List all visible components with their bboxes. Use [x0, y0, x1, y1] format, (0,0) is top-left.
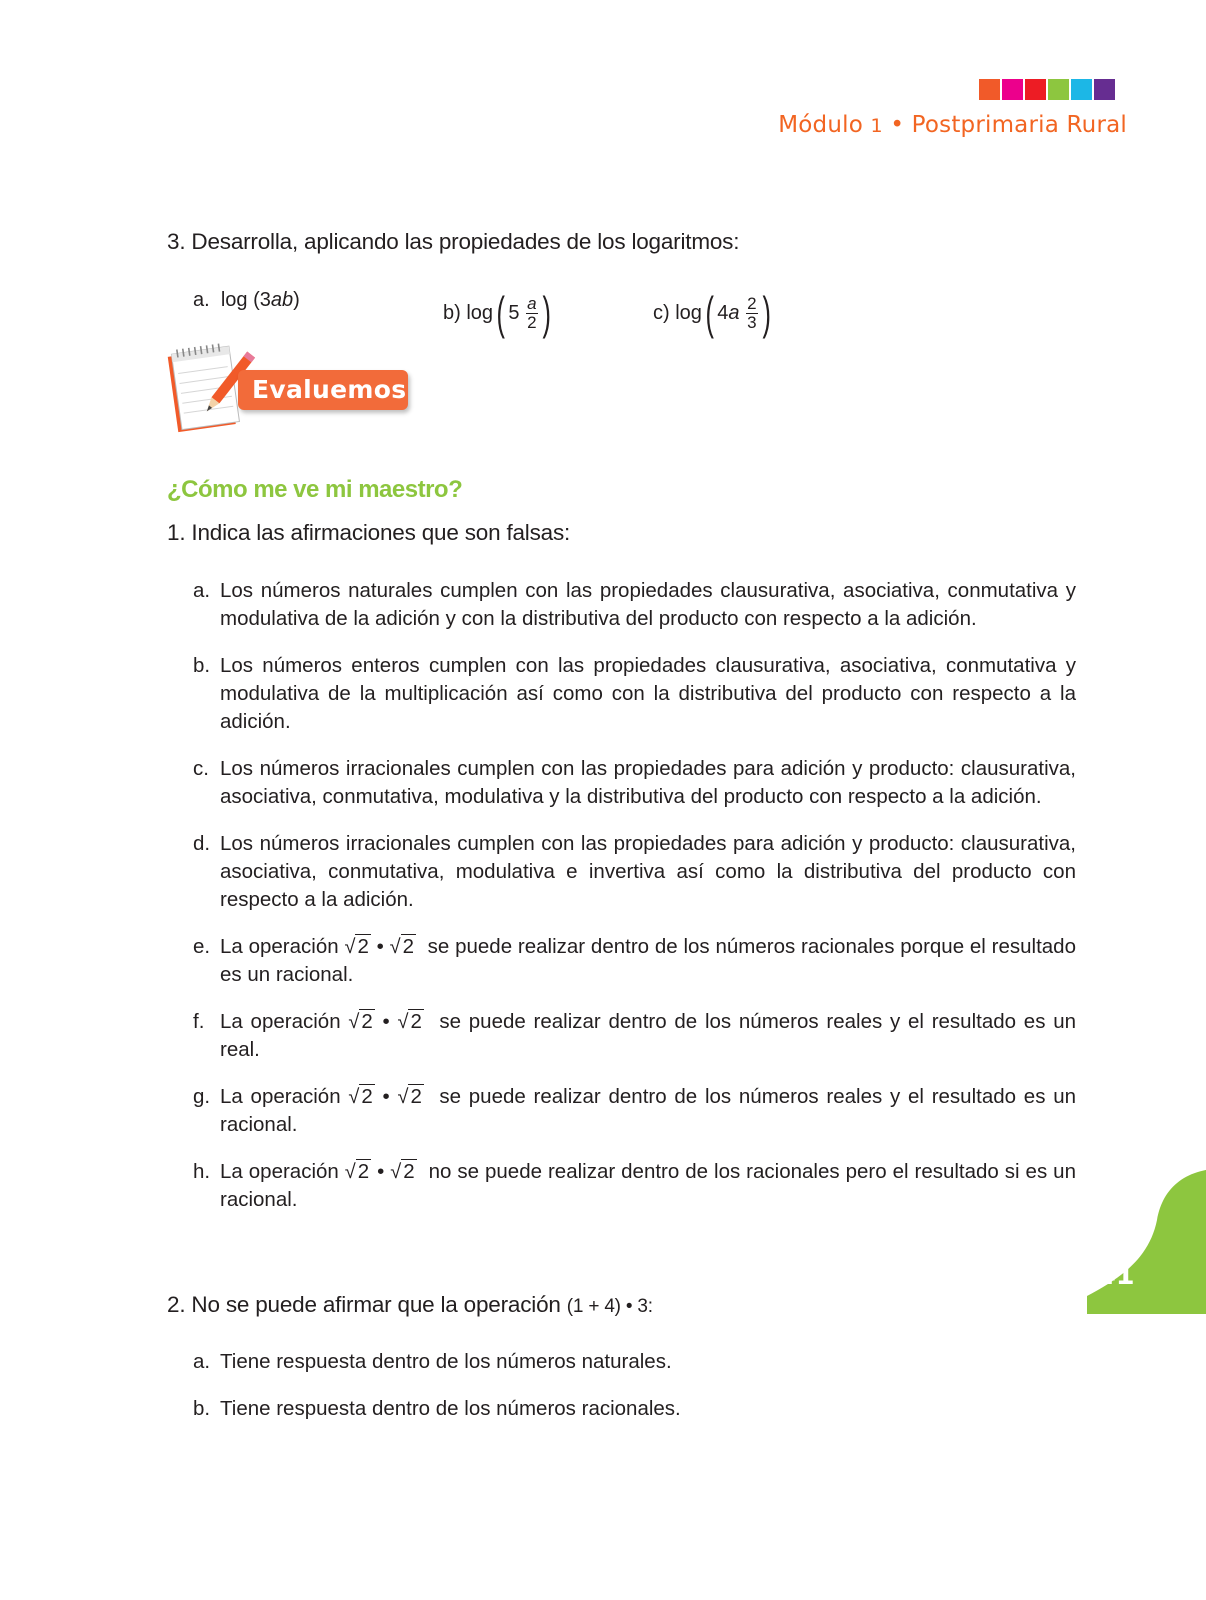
log-item-b — [443, 287, 554, 339]
fraction — [526, 295, 537, 332]
list-item — [193, 1158, 1076, 1214]
program-name: Postprimaria Rural — [911, 112, 1127, 138]
evaluemos-badge — [165, 342, 425, 438]
sqrt-expression — [390, 933, 416, 961]
page-tab-shape — [1087, 1168, 1206, 1314]
log-item-c-coef: 4 — [717, 301, 729, 324]
log-item-b-label: b) — [443, 301, 461, 324]
radical-sign: √ — [344, 1161, 356, 1183]
fraction-numerator: a — [527, 293, 537, 313]
radicand: 2 — [410, 1010, 422, 1033]
log-item-b-log: log — [466, 301, 494, 324]
item-pre-text: La operación — [220, 1010, 341, 1033]
fraction-denominator: 2 — [527, 312, 537, 332]
color-square-purple — [1094, 79, 1115, 100]
exercise-3-prompt: 3. Desarrolla, aplicando las propiedades de los logaritmos: — [167, 229, 740, 254]
radical-sign: √ — [389, 936, 401, 958]
log-item-c-log: log — [675, 301, 702, 324]
sqrt-expression — [397, 1008, 423, 1036]
fraction-denominator: 3 — [747, 312, 757, 332]
question-2-text: 2. No se puede afirmar que la operación — [167, 1292, 561, 1317]
running-header — [778, 112, 1127, 138]
log-item-b-coef: 5 — [508, 301, 520, 324]
list-item — [193, 652, 1076, 736]
item-letter: d. — [193, 832, 211, 855]
item-letter: g. — [193, 1085, 211, 1108]
item-text: Los números naturales cumplen con las propiedades clausurativa, asociativa, conmutativa y modulativa de la adición y con la distributiva del producto con respecto a la adición. — [220, 579, 1076, 630]
radical-sign: √ — [397, 1086, 409, 1108]
color-square-red — [1025, 79, 1046, 100]
sqrt-expression — [397, 1083, 423, 1111]
section-title: ¿Cómo me ve mi maestro? — [167, 476, 463, 503]
module-number: 1 — [870, 115, 883, 137]
sqrt-expression — [345, 1158, 371, 1186]
item-post-text: se puede realizar dentro de los números reales y el resultado es un real. — [220, 1010, 1076, 1061]
sqrt-expression — [390, 1158, 416, 1186]
question-1-prompt: 1. Indica las afirmaciones que son falsas: — [167, 520, 571, 545]
radicand: 2 — [403, 1160, 415, 1183]
sqrt-expression — [344, 933, 370, 961]
question-2-operation: (1 + 4) • 3: — [566, 1296, 653, 1317]
left-paren: ( — [705, 287, 714, 339]
header-bullet: • — [890, 112, 905, 138]
right-paren: ) — [541, 287, 551, 339]
item-letter: e. — [193, 935, 211, 958]
question-2-prompt — [167, 1292, 653, 1318]
list-item — [193, 1395, 1076, 1423]
radicand: 2 — [410, 1085, 422, 1108]
radicand: 2 — [402, 935, 415, 958]
multiplication-dot: • — [376, 935, 384, 958]
radical-sign: √ — [348, 1011, 360, 1033]
radical-sign: √ — [344, 936, 356, 958]
list-item — [193, 577, 1076, 633]
item-text: Los números irracionales cumplen con las propiedades para adición y producto: clausurativa, asociativa, conmutativa, modulativa y la distributiva del producto con respecto a la adición. — [220, 757, 1076, 808]
log-item-a-label: a. — [193, 289, 210, 311]
log-item-c-label: c) — [653, 301, 670, 324]
evaluemos-banner: Evaluemos — [238, 370, 408, 410]
log-exercises — [0, 287, 1206, 347]
color-square-cyan — [1071, 79, 1092, 100]
list-item — [193, 755, 1076, 811]
log-item-a-log: log — [220, 289, 248, 311]
fraction — [746, 295, 757, 332]
item-letter: h. — [193, 1160, 211, 1183]
list-item — [193, 933, 1076, 989]
radicand: 2 — [361, 1085, 373, 1108]
item-text — [220, 1158, 1076, 1214]
radical-sign: √ — [397, 1011, 409, 1033]
item-text — [220, 1083, 1076, 1139]
item-post-text: se puede realizar dentro de los números racionales porque el resultado es un racional. — [220, 935, 1076, 986]
right-paren: ) — [761, 287, 771, 339]
list-item — [193, 1083, 1076, 1139]
multiplication-dot: • — [382, 1085, 390, 1108]
item-letter: b. — [193, 1397, 211, 1420]
log-item-c — [653, 287, 774, 339]
radicand: 2 — [357, 1160, 370, 1183]
item-text: Tiene respuesta dentro de los números racionales. — [220, 1397, 681, 1420]
left-paren: ( — [496, 287, 505, 339]
sqrt-expression — [348, 1008, 374, 1036]
item-letter: a. — [193, 1350, 211, 1373]
item-text — [220, 1008, 1076, 1064]
radicand: 2 — [361, 1010, 373, 1033]
radical-sign: √ — [390, 1161, 402, 1183]
item-letter: b. — [193, 654, 211, 677]
log-item-a-arg-prefix: (3 — [253, 289, 271, 311]
item-text — [220, 933, 1076, 989]
question-1-items — [193, 577, 1076, 1233]
question-2-items — [193, 1348, 1076, 1442]
list-item — [193, 1348, 1076, 1376]
module-word: Módulo — [778, 112, 863, 138]
sqrt-expression — [348, 1083, 374, 1111]
item-text: Los números irracionales cumplen con las propiedades para adición y producto: clausurativa, asociativa, conmutativa, modulativa e invertiva así como la distributiva del producto con respecto a la adición. — [220, 832, 1076, 911]
color-square-green — [1048, 79, 1069, 100]
list-item — [193, 830, 1076, 914]
item-letter: f. — [193, 1010, 205, 1033]
item-post-text: no se puede realizar dentro de los racionales pero el resultado si es un racional. — [220, 1160, 1076, 1211]
log-item-a — [193, 289, 300, 312]
multiplication-dot: • — [382, 1010, 390, 1033]
log-item-c-var: a — [728, 301, 740, 324]
item-text: Tiene respuesta dentro de los números naturales. — [220, 1350, 672, 1373]
multiplication-dot: • — [377, 1160, 385, 1183]
fraction-numerator: 2 — [747, 293, 757, 313]
item-letter: a. — [193, 579, 211, 602]
item-pre-text: La operación — [220, 1160, 339, 1183]
radicand: 2 — [357, 935, 369, 958]
log-item-a-arg-suffix: ) — [293, 289, 300, 311]
item-pre-text: La operación — [220, 935, 339, 958]
color-squares — [979, 79, 1115, 100]
item-pre-text: La operación — [220, 1085, 341, 1108]
color-square-orange — [979, 79, 1000, 100]
color-square-magenta — [1002, 79, 1023, 100]
item-post-text: se puede realizar dentro de los números reales y el resultado es un racional. — [220, 1085, 1076, 1136]
page-number: 41 — [1097, 1260, 1135, 1291]
item-letter: c. — [193, 757, 209, 780]
log-item-a-arg-var: ab — [270, 289, 294, 311]
list-item — [193, 1008, 1076, 1064]
item-text: Los números enteros cumplen con las propiedades clausurativa, asociativa, conmutativa y modulativa de la multiplicación así como con la distributiva del producto con respecto a la adición. — [220, 654, 1076, 733]
radical-sign: √ — [348, 1086, 360, 1108]
